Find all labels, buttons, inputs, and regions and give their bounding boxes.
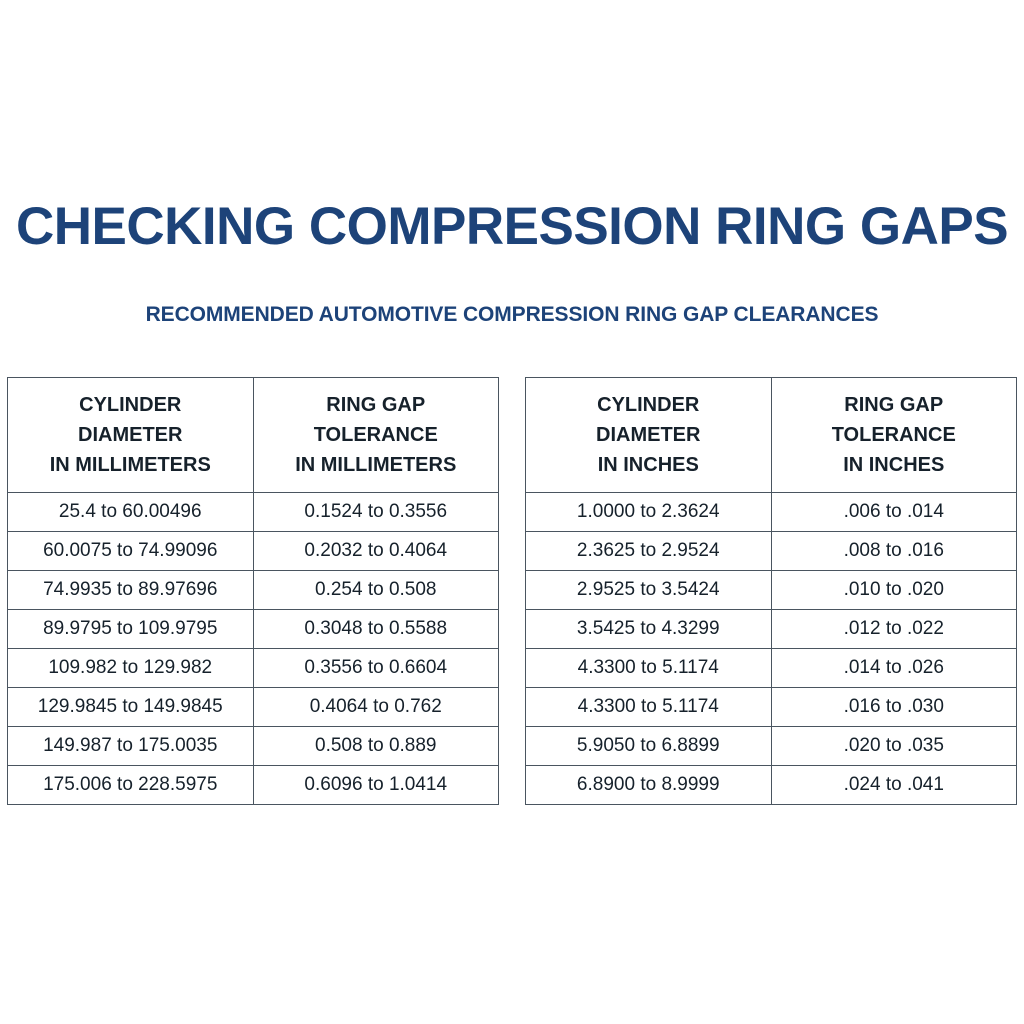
header-line-1: CYLINDER: [79, 394, 182, 416]
cell-cylinder-diameter: 3.5425 to 4.3299: [526, 610, 772, 649]
header-line-3: IN INCHES: [843, 454, 945, 476]
table-row: [526, 610, 1017, 649]
column-header-ring-gap-tolerance-mm: [253, 378, 499, 493]
table-row: [8, 571, 499, 610]
column-header-cylinder-diameter-mm: [8, 378, 254, 493]
table-row: [8, 727, 499, 766]
table-row: [8, 532, 499, 571]
metric-table-head: [8, 378, 499, 493]
cell-cylinder-diameter: 6.8900 to 8.9999: [526, 766, 772, 805]
header-line-1: RING GAP: [326, 394, 426, 416]
cell-cylinder-diameter: 4.3300 to 5.1174: [526, 688, 772, 727]
header-line-2: TOLERANCE: [313, 424, 438, 446]
cell-cylinder-diameter: 149.987 to 175.0035: [8, 727, 254, 766]
cell-cylinder-diameter: 89.9795 to 109.9795: [8, 610, 254, 649]
cell-ring-gap-tolerance: .024 to .041: [771, 766, 1017, 805]
header-line-2: DIAMETER: [78, 424, 183, 446]
cell-cylinder-diameter: 25.4 to 60.00496: [8, 493, 254, 532]
cell-cylinder-diameter: 1.0000 to 2.3624: [526, 493, 772, 532]
table-row: [526, 688, 1017, 727]
metric-table-body: [8, 493, 499, 805]
table-row: [526, 727, 1017, 766]
header-line-1: RING GAP: [844, 394, 944, 416]
cell-cylinder-diameter: 2.9525 to 3.5424: [526, 571, 772, 610]
cell-ring-gap-tolerance: 0.3048 to 0.5588: [253, 610, 499, 649]
cell-ring-gap-tolerance: 0.6096 to 1.0414: [253, 766, 499, 805]
cell-cylinder-diameter: 109.982 to 129.982: [8, 649, 254, 688]
header-line-3: IN MILLIMETERS: [295, 454, 457, 476]
cell-cylinder-diameter: 60.0075 to 74.99096: [8, 532, 254, 571]
table-row: [8, 766, 499, 805]
cell-ring-gap-tolerance: 0.254 to 0.508: [253, 571, 499, 610]
table-row: [526, 493, 1017, 532]
cell-ring-gap-tolerance: 0.508 to 0.889: [253, 727, 499, 766]
header-line-2: DIAMETER: [596, 424, 701, 446]
cell-ring-gap-tolerance: .012 to .022: [771, 610, 1017, 649]
header-line-1: CYLINDER: [597, 394, 700, 416]
table-row: [8, 610, 499, 649]
table-row: [526, 571, 1017, 610]
metric-table: [7, 377, 499, 805]
page-subtitle: RECOMMENDED AUTOMOTIVE COMPRESSION RING GAP CLEARANCES: [145, 303, 879, 326]
cell-ring-gap-tolerance: .020 to .035: [771, 727, 1017, 766]
table-row: [8, 649, 499, 688]
table-header-row: [8, 378, 499, 493]
table-row: [526, 649, 1017, 688]
imperial-table-body: [526, 493, 1017, 805]
cell-ring-gap-tolerance: .008 to .016: [771, 532, 1017, 571]
column-header-cylinder-diameter-in: [526, 378, 772, 493]
table-row: [526, 766, 1017, 805]
cell-ring-gap-tolerance: .016 to .030: [771, 688, 1017, 727]
cell-cylinder-diameter: 175.006 to 228.5975: [8, 766, 254, 805]
header-line-3: IN INCHES: [597, 454, 699, 476]
cell-cylinder-diameter: 4.3300 to 5.1174: [526, 649, 772, 688]
cell-cylinder-diameter: 5.9050 to 6.8899: [526, 727, 772, 766]
cell-ring-gap-tolerance: .010 to .020: [771, 571, 1017, 610]
cell-ring-gap-tolerance: 0.2032 to 0.4064: [253, 532, 499, 571]
cell-ring-gap-tolerance: .006 to .014: [771, 493, 1017, 532]
cell-ring-gap-tolerance: 0.3556 to 0.6604: [253, 649, 499, 688]
cell-ring-gap-tolerance: .014 to .026: [771, 649, 1017, 688]
table-row: [8, 688, 499, 727]
column-header-ring-gap-tolerance-in: [771, 378, 1017, 493]
page-title: CHECKING COMPRESSION RING GAPS: [15, 197, 1009, 256]
imperial-table: [525, 377, 1017, 805]
table-row: [8, 493, 499, 532]
table-header-row: [526, 378, 1017, 493]
cell-cylinder-diameter: 74.9935 to 89.97696: [8, 571, 254, 610]
cell-cylinder-diameter: 129.9845 to 149.9845: [8, 688, 254, 727]
header-line-2: TOLERANCE: [831, 424, 956, 446]
imperial-table-head: [526, 378, 1017, 493]
cell-ring-gap-tolerance: 0.4064 to 0.762: [253, 688, 499, 727]
cell-cylinder-diameter: 2.3625 to 2.9524: [526, 532, 772, 571]
tables-container: [0, 377, 1024, 805]
table-row: [526, 532, 1017, 571]
cell-ring-gap-tolerance: 0.1524 to 0.3556: [253, 493, 499, 532]
header-line-3: IN MILLIMETERS: [49, 454, 211, 476]
